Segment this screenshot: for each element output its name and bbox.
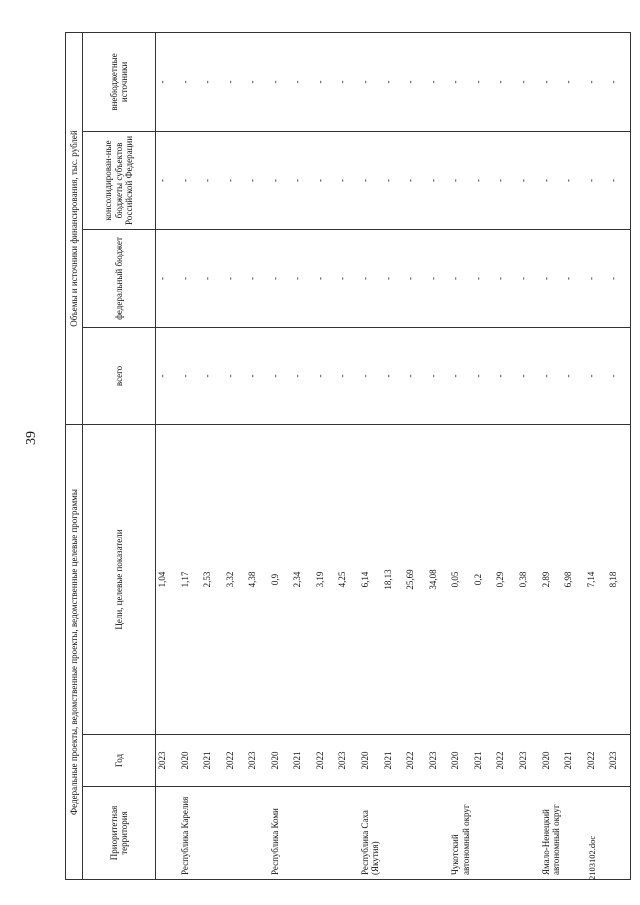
regional-budget-cell: - xyxy=(359,131,382,229)
total-cell: - xyxy=(269,327,292,424)
indicator-value-cell: 3,32 xyxy=(224,424,247,734)
total-cell: - xyxy=(472,327,495,424)
regional-budget-cell: - xyxy=(585,131,608,229)
territory-cell: Республика Саха (Якутия) xyxy=(359,787,382,880)
total-cell: - xyxy=(246,327,269,424)
regional-budget-cell: - xyxy=(336,131,359,229)
table-row xyxy=(269,32,292,879)
table-row xyxy=(585,32,608,879)
regional-budget-cell: - xyxy=(517,131,540,229)
federal-budget-cell: - xyxy=(562,229,585,327)
year-cell: 2022 xyxy=(224,735,247,787)
territory-cell xyxy=(314,787,337,880)
territory-cell xyxy=(427,787,450,880)
indicator-value-cell: 18,13 xyxy=(382,424,405,734)
territory-cell: Республика Коми xyxy=(269,787,292,880)
header-regional-budgets: консолидирован-ные бюджеты субъектов Российской Федерации xyxy=(83,131,156,229)
table-row xyxy=(607,32,630,879)
year-cell: 2022 xyxy=(585,735,608,787)
federal-budget-cell: - xyxy=(472,229,495,327)
extra-budget-cell: - xyxy=(291,32,314,131)
table-row xyxy=(472,32,495,879)
indicator-value-cell: 2,34 xyxy=(291,424,314,734)
territory-cell xyxy=(336,787,359,880)
table-row xyxy=(336,32,359,879)
indicator-value-cell: 1,17 xyxy=(179,424,202,734)
regional-budget-cell: - xyxy=(382,131,405,229)
year-cell: 2022 xyxy=(314,735,337,787)
header-federal-budget: федеральный бюджет xyxy=(83,229,156,327)
indicator-value-cell: 2,89 xyxy=(540,424,563,734)
regional-budget-cell: - xyxy=(607,131,630,229)
regional-budget-cell: - xyxy=(291,131,314,229)
table-row xyxy=(449,32,472,879)
extra-budget-cell: - xyxy=(156,32,179,131)
territory-cell xyxy=(156,787,179,880)
header-goals: Цели, целевые показатели xyxy=(83,424,156,734)
table-row xyxy=(404,32,427,879)
extra-budget-cell: - xyxy=(562,32,585,131)
indicator-value-cell: 0,9 xyxy=(269,424,292,734)
year-cell: 2020 xyxy=(269,735,292,787)
extra-budget-cell: - xyxy=(404,32,427,131)
total-cell: - xyxy=(224,327,247,424)
extra-budget-cell: - xyxy=(201,32,224,131)
indicator-value-cell: 4,38 xyxy=(246,424,269,734)
federal-budget-cell: - xyxy=(314,229,337,327)
extra-budget-cell: - xyxy=(269,32,292,131)
federal-budget-cell: - xyxy=(156,229,179,327)
extra-budget-cell: - xyxy=(540,32,563,131)
regional-budget-cell: - xyxy=(246,131,269,229)
regional-budget-cell: - xyxy=(179,131,202,229)
territory-cell: Республика Карелия xyxy=(179,787,202,880)
regional-budget-cell: - xyxy=(201,131,224,229)
year-cell: 2022 xyxy=(494,735,517,787)
regional-budget-cell: - xyxy=(494,131,517,229)
federal-budget-cell: - xyxy=(607,229,630,327)
table-row xyxy=(517,32,540,879)
regional-budget-cell: - xyxy=(427,131,450,229)
total-cell: - xyxy=(607,327,630,424)
year-cell: 2022 xyxy=(404,735,427,787)
federal-budget-cell: - xyxy=(540,229,563,327)
extra-budget-cell: - xyxy=(382,32,405,131)
year-cell: 2023 xyxy=(336,735,359,787)
indicator-value-cell: 8,18 xyxy=(607,424,630,734)
federal-budget-cell: - xyxy=(427,229,450,327)
federal-budget-cell: - xyxy=(585,229,608,327)
federal-budget-cell: - xyxy=(517,229,540,327)
table-row xyxy=(224,32,247,879)
indicator-value-cell: 2,53 xyxy=(201,424,224,734)
total-cell: - xyxy=(540,327,563,424)
header-extra-budget: внебюджетные источники xyxy=(83,32,156,131)
federal-budget-cell: - xyxy=(291,229,314,327)
page-number: 39 xyxy=(24,431,39,445)
federal-budget-cell: - xyxy=(494,229,517,327)
territory-cell xyxy=(291,787,314,880)
total-cell: - xyxy=(359,327,382,424)
total-cell: - xyxy=(201,327,224,424)
total-cell: - xyxy=(427,327,450,424)
table-row xyxy=(201,32,224,879)
year-cell: 2021 xyxy=(472,735,495,787)
federal-budget-cell: - xyxy=(404,229,427,327)
indicator-value-cell: 7,14 xyxy=(585,424,608,734)
territory-cell xyxy=(562,787,585,880)
federal-budget-cell: - xyxy=(449,229,472,327)
federal-budget-cell: - xyxy=(179,229,202,327)
federal-budget-cell: - xyxy=(336,229,359,327)
federal-budget-cell: - xyxy=(269,229,292,327)
regional-budget-cell: - xyxy=(404,131,427,229)
regional-budget-cell: - xyxy=(449,131,472,229)
indicator-value-cell: 0,05 xyxy=(449,424,472,734)
territory-cell xyxy=(404,787,427,880)
table-row xyxy=(179,32,202,879)
total-cell: - xyxy=(291,327,314,424)
extra-budget-cell: - xyxy=(224,32,247,131)
extra-budget-cell: - xyxy=(427,32,450,131)
regional-budget-cell: - xyxy=(156,131,179,229)
indicator-value-cell: 0,38 xyxy=(517,424,540,734)
total-cell: - xyxy=(449,327,472,424)
territory-cell xyxy=(246,787,269,880)
extra-budget-cell: - xyxy=(449,32,472,131)
territory-cell xyxy=(382,787,405,880)
year-cell: 2020 xyxy=(449,735,472,787)
header-year: Год xyxy=(83,735,156,787)
table-row xyxy=(246,32,269,879)
extra-budget-cell: - xyxy=(472,32,495,131)
indicator-value-cell: 4,25 xyxy=(336,424,359,734)
header-projects-group: Федеральные проекты, ведомственные проекты, ведомственные целевые программы xyxy=(66,424,83,879)
total-cell: - xyxy=(517,327,540,424)
extra-budget-cell: - xyxy=(246,32,269,131)
indicator-value-cell: 6,98 xyxy=(562,424,585,734)
total-cell: - xyxy=(179,327,202,424)
total-cell: - xyxy=(562,327,585,424)
table-row xyxy=(562,32,585,879)
year-cell: 2023 xyxy=(517,735,540,787)
total-cell: - xyxy=(585,327,608,424)
regional-budget-cell: - xyxy=(224,131,247,229)
table-body xyxy=(156,32,631,879)
federal-budget-cell: - xyxy=(224,229,247,327)
table-row xyxy=(291,32,314,879)
table-row xyxy=(359,32,382,879)
federal-budget-cell: - xyxy=(246,229,269,327)
indicator-value-cell: 3,19 xyxy=(314,424,337,734)
total-cell: - xyxy=(382,327,405,424)
table-row xyxy=(314,32,337,879)
regional-budget-cell: - xyxy=(540,131,563,229)
federal-budget-cell: - xyxy=(359,229,382,327)
extra-budget-cell: - xyxy=(336,32,359,131)
footer-filename: 2103102.doc xyxy=(587,835,597,880)
extra-budget-cell: - xyxy=(359,32,382,131)
regional-budget-cell: - xyxy=(472,131,495,229)
indicator-value-cell: 1,04 xyxy=(156,424,179,734)
territory-cell xyxy=(607,787,630,880)
year-cell: 2023 xyxy=(427,735,450,787)
year-cell: 2021 xyxy=(562,735,585,787)
total-cell: - xyxy=(494,327,517,424)
extra-budget-cell: - xyxy=(607,32,630,131)
year-cell: 2020 xyxy=(359,735,382,787)
table-row xyxy=(427,32,450,879)
header-territory: Приоритетная территория xyxy=(83,787,156,880)
territory-cell: Чукотский автономный округ xyxy=(449,787,472,880)
year-cell: 2021 xyxy=(291,735,314,787)
total-cell: - xyxy=(156,327,179,424)
territory-cell xyxy=(472,787,495,880)
year-cell: 2023 xyxy=(246,735,269,787)
territory-cell xyxy=(224,787,247,880)
regional-budget-cell: - xyxy=(562,131,585,229)
indicator-value-cell: 0,2 xyxy=(472,424,495,734)
extra-budget-cell: - xyxy=(314,32,337,131)
extra-budget-cell: - xyxy=(494,32,517,131)
year-cell: 2023 xyxy=(607,735,630,787)
table-row xyxy=(156,32,179,879)
regional-budget-cell: - xyxy=(314,131,337,229)
indicator-value-cell: 6,14 xyxy=(359,424,382,734)
total-cell: - xyxy=(336,327,359,424)
federal-budget-cell: - xyxy=(201,229,224,327)
year-cell: 2021 xyxy=(201,735,224,787)
table-row xyxy=(540,32,563,879)
table-row xyxy=(382,32,405,879)
header-total: всего xyxy=(83,327,156,424)
year-cell: 2020 xyxy=(179,735,202,787)
year-cell: 2021 xyxy=(382,735,405,787)
extra-budget-cell: - xyxy=(585,32,608,131)
indicator-value-cell: 34,08 xyxy=(427,424,450,734)
territory-cell: Ямало-Ненецкий автономный округ xyxy=(540,787,563,880)
regional-budget-cell: - xyxy=(269,131,292,229)
territory-cell xyxy=(517,787,540,880)
indicator-value-cell: 25,69 xyxy=(404,424,427,734)
total-cell: - xyxy=(314,327,337,424)
territory-cell xyxy=(201,787,224,880)
header-financing-group: Объемы и источники финансирования, тыс. рублей xyxy=(66,32,83,424)
year-cell: 2023 xyxy=(156,735,179,787)
table-row xyxy=(494,32,517,879)
federal-budget-cell: - xyxy=(382,229,405,327)
territory-cell xyxy=(494,787,517,880)
financing-table xyxy=(65,32,631,880)
indicator-value-cell: 0,29 xyxy=(494,424,517,734)
extra-budget-cell: - xyxy=(517,32,540,131)
total-cell: - xyxy=(404,327,427,424)
extra-budget-cell: - xyxy=(179,32,202,131)
year-cell: 2020 xyxy=(540,735,563,787)
